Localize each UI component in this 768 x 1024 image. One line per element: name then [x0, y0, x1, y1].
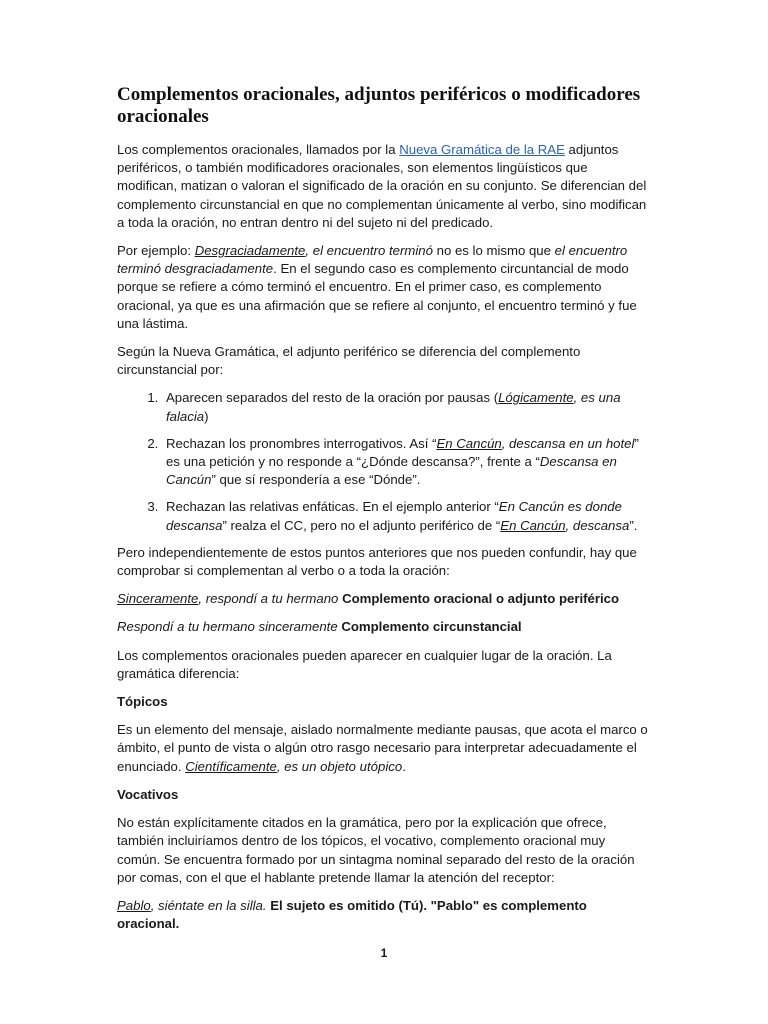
page-title: Complementos oracionales, adjuntos periféricos o modificadores oracionales: [117, 84, 641, 127]
heading-vocativos: Vocativos: [117, 786, 179, 802]
example-circunstancial: Respondí a tu hermano sinceramente Complemento circunstancial: [117, 619, 522, 635]
paragraph-positions: Los complementos oracionales pueden aparecer en cualquier lugar de la oración. La gramática diferencia:: [117, 647, 612, 681]
rae-link[interactable]: Nueva Gramática de la RAE: [399, 142, 565, 157]
paragraph-differences-intro: Según la Nueva Gramática, el adjunto periférico se diferencia del complemento circunstancial por:: [117, 344, 581, 378]
paragraph-example: Por ejemplo: Desgraciadamente, el encuentro terminó no es lo mismo que el encuentro terminó desgraciadamente. En el segundo caso es complemento circuntancial de modo porque se refiere a cómo terminó el encuentro. En el primer caso, es complemento oracional, ya que es una afirmación que se refiere al conjunto, el encuentro terminó y fue una lástima.: [117, 243, 637, 331]
list-item: 1. Aparecen separados del resto de la oración por pausas (Lógicamente, es una falacia): [162, 389, 650, 425]
paragraph-intro: Los complementos oracionales, llamados por la Nueva Gramática de la RAE adjuntos periféricos, o también modificadores oracionales, son elementos lingüísticos que modifican, matizan o valoran el significado de la oración en su conjunto. Se diferencian del complemento circunstancial en que no complementan únicamente al verbo, sino modifican a toda la oración, no entran dentro ni del sujeto ni del predicado.: [117, 142, 647, 230]
paragraph-check: Pero independientemente de estos puntos anteriores que nos pueden confundir, hay que comprobar si complementan al verbo o a toda la oración:: [117, 544, 637, 579]
example-vocativo: Pablo, siéntate en la silla. El sujeto es omitido (Tú). "Pablo" es complemento oracional.: [117, 897, 587, 932]
list-item: 3. Rechazan las relativas enfáticas. En el ejemplo anterior “En Cancún es donde descansa” realza el CC, pero no el adjunto periférico de “En Cancún, descansa”.: [162, 498, 650, 534]
differences-list: [117, 389, 650, 534]
paragraph-topicos: Es un elemento del mensaje, aislado normalmente mediante pausas, que acota el marco o ámbito, el punto de vista o algún otro rasgo necesario para interpretar adecuadamente el enunciado. Científicamente, es un objeto utópico.: [117, 722, 648, 774]
example-oracional: Sinceramente, respondí a tu hermano Complemento oracional o adjunto periférico: [117, 591, 620, 607]
heading-topicos: Tópicos: [117, 694, 168, 710]
page-number: 1: [380, 946, 388, 960]
paragraph-vocativos: No están explícitamente citados en la gramática, pero por la explicación que ofrece, también incluiríamos dentro de los tópicos, el vocativo, complemento oracional muy común. Se encuentra formado por un sintagma nominal separado del resto de la oración por comas, con el que el hablante pretende llamar la atención del receptor:: [117, 815, 635, 885]
list-item: 2. Rechazan los pronombres interrogativos. Así “En Cancún, descansa en un hotel” es una petición y no responde a “¿Dónde descansa?”, frente a “Descansa en Cancún” que sí respondería a ese “Dónde”.: [162, 435, 650, 490]
